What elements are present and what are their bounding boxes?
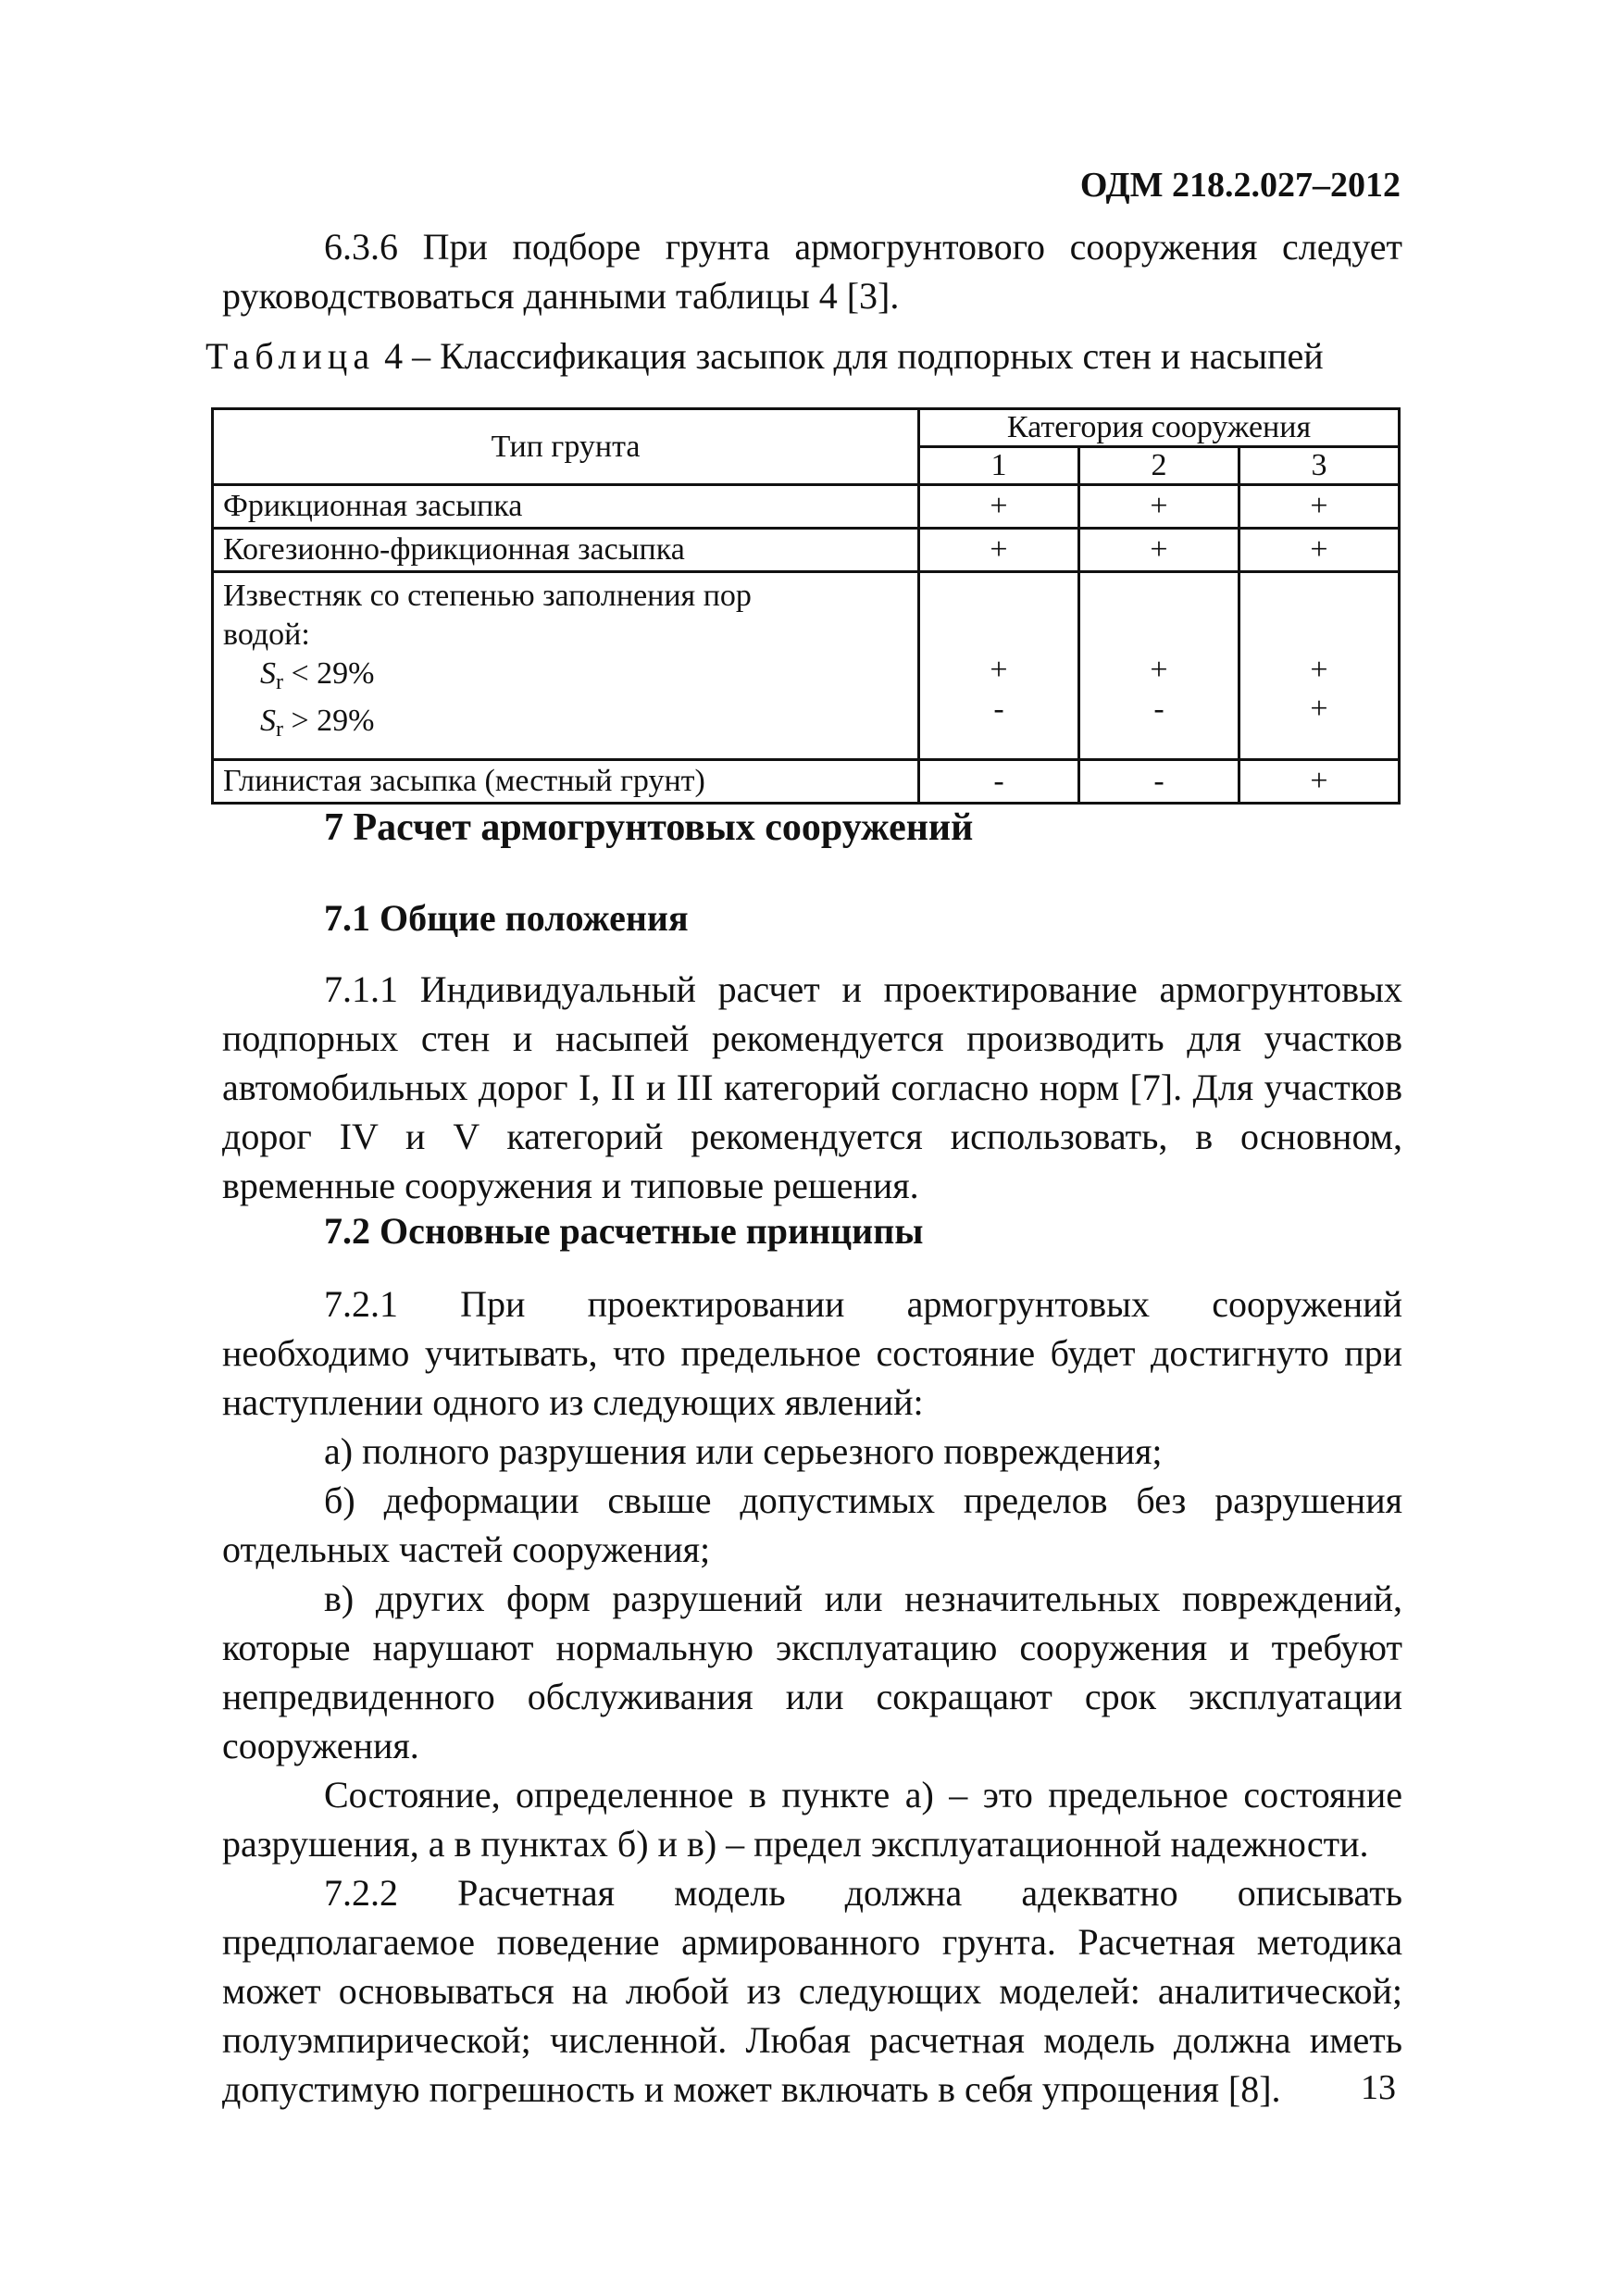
category-cell: +: [1239, 760, 1400, 804]
page-number: 13: [1361, 2068, 1396, 2107]
paragraph-6-3-6: [222, 222, 1402, 320]
text-line: руководствоваться данными таблицы 4 [3].: [222, 275, 900, 317]
text-line: сооружения.: [222, 1725, 419, 1766]
category-cell: -: [1079, 760, 1239, 804]
table-header-row: [213, 409, 1400, 447]
document-code: ОДМ 218.2.027–2012: [1079, 166, 1401, 205]
text-line: временные сооружения и типовые решения.: [222, 1165, 919, 1206]
list-item-v: в) других форм разрушений или незначительных повреждений,: [324, 1578, 1402, 1619]
category-cell: +: [1079, 529, 1239, 572]
text-line: допустимую погрешность и может включать в себя упрощения [8].: [222, 2068, 1281, 2110]
text-line: полуэмпирической; численной. Любая расчетная модель должна иметь: [222, 2019, 1402, 2061]
text-line: 7.2.1 При проектировании армогрунтовых сооружений: [324, 1283, 1402, 1325]
text-line: дорог IV и V категорий рекомендуется использовать, в основном,: [222, 1116, 1402, 1157]
text-line: 7.2.2 Расчетная модель должна адекватно описывать: [324, 1872, 1402, 1914]
classification-table: [211, 407, 1401, 805]
condition-b: $S_r > 29\%$: [260, 704, 375, 742]
section-heading: 7 Расчет армогрунтовых сооружений: [324, 806, 974, 849]
table-row: [213, 529, 1400, 572]
soil-cell: Фрикционная засыпка: [213, 485, 919, 529]
table-caption-text: 4 – Классификация засыпок для подпорных стен и насыпей: [375, 335, 1324, 377]
text-line: автомобильных дорог I, II и III категорий согласно норм [7]. Для участков: [222, 1067, 1402, 1108]
table-row: [213, 760, 1400, 804]
table-row: [213, 572, 1400, 760]
text-line: отдельных частей сооружения;: [222, 1529, 711, 1570]
soil-cell: Глинистая засыпка (местный грунт): [213, 760, 919, 804]
category-cell: +: [1079, 485, 1239, 529]
text-line: разрушения, а в пунктах б) и в) – предел эксплуатационной надежности.: [222, 1823, 1369, 1865]
header-category-3: 3: [1239, 447, 1400, 485]
header-category-2: 2: [1079, 447, 1239, 485]
list-item-b: б) деформации свыше допустимых пределов без разрушения: [324, 1479, 1402, 1521]
text-line: Состояние, определенное в пункте а) – это предельное состояние: [324, 1774, 1402, 1816]
category-cell: +: [1239, 485, 1400, 529]
subsection-heading: 7.1 Общие положения: [324, 897, 689, 939]
category-cell: +: [1239, 529, 1400, 572]
category-cell: + -: [1079, 572, 1239, 760]
text-line: подпорных стен и насыпей рекомендуется производить для участков: [222, 1017, 1402, 1059]
table-caption: [205, 333, 1402, 380]
header-category: Категория сооружения: [919, 409, 1400, 447]
header-category-1: 1: [919, 447, 1079, 485]
category-cell: + -: [919, 572, 1079, 760]
text-line: наступлении одного из следующих явлений:: [222, 1381, 924, 1423]
table-caption-label: Таблица: [205, 335, 376, 377]
text-line: 7.1.1 Индивидуальный расчет и проектирование армогрунтовых: [324, 968, 1402, 1010]
category-cell: +: [919, 529, 1079, 572]
subsection-heading: 7.2 Основные расчетные принципы: [324, 1210, 924, 1252]
condition-a: $S_r < 29\%$: [260, 656, 375, 694]
category-cell: + +: [1239, 572, 1400, 760]
text-line: может основываться на любой из следующих моделей: аналитической;: [222, 1970, 1402, 2012]
header-soil-type: Тип грунта: [213, 409, 919, 485]
text-line: которые нарушают нормальную эксплуатацию сооружения и требуют: [222, 1627, 1402, 1668]
category-cell: -: [919, 760, 1079, 804]
category-cell: +: [919, 485, 1079, 529]
paragraph-7-2-1: [222, 1279, 1402, 2114]
text-line: необходимо учитывать, что предельное состояние будет достигнуто при: [222, 1332, 1402, 1374]
soil-line: Известняк со степенью заполнения пор: [223, 579, 752, 613]
text-line: предполагаемое поведение армированного грунта. Расчетная методика: [222, 1921, 1402, 1963]
soil-cell: [213, 572, 919, 760]
text-line: 6.3.6 При подборе грунта армогрунтового сооружения следует: [324, 226, 1402, 268]
table-row: [213, 485, 1400, 529]
soil-cell: Когезионно-фрикционная засыпка: [213, 529, 919, 572]
soil-line: водой:: [223, 618, 310, 652]
paragraph-7-1-1: [222, 965, 1402, 1210]
list-item-a: а) полного разрушения или серьезного повреждения;: [324, 1430, 1163, 1472]
text-line: непредвиденного обслуживания или сокращают срок эксплуатации: [222, 1676, 1402, 1717]
